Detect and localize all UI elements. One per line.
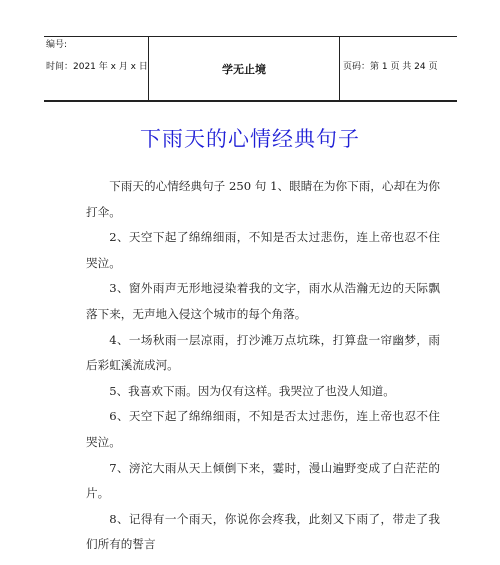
document-title: 下雨天的心情经典句子 [140, 127, 360, 151]
paragraph: 5、我喜欢下雨。因为仅有这样。我哭泣了也没人知道。 [109, 383, 395, 398]
document-body [86, 174, 440, 558]
paragraph: 下雨天的心情经典句子 250 句 1、眼睛在为你下雨，心却在为你打伞。 [86, 179, 440, 219]
paragraph: 8、记得有一个雨天，你说你会疼我，此刻又下雨了，带走了我们所有的誓言 [86, 511, 440, 552]
header-left-cell [44, 37, 148, 100]
paragraph: 6、天空下起了绵绵细雨，不知是否太过悲伤，连上帝也忍不住哭泣。 [86, 409, 440, 449]
header-center-title: 学无止境 [222, 62, 266, 76]
page-number-label: 页码：第 1 页 共 24 页 [343, 62, 438, 72]
paragraph: 3、窗外雨声无形地浸染着我的文字，雨水从浩瀚无边的天际飘落下来，无声地入侵这个城市的每个角落。 [86, 281, 440, 321]
document-date-label: 时间：2021 年 x 月 x 日 [46, 62, 148, 72]
header-center-cell [148, 37, 340, 100]
document-number-label: 编号: [46, 40, 68, 50]
paragraph: 7、滂沱大雨从天上倾倒下来，霎时，漫山遍野变成了白茫茫的片。 [86, 460, 440, 501]
paragraph: 2、天空下起了绵绵细雨，不知是否太过悲伤，连上帝也忍不住哭泣。 [86, 230, 440, 270]
paragraph: 4、一场秋雨一层凉雨，打沙滩万点坑珠，打算盘一帘幽梦，雨后彩虹溪流成河。 [86, 332, 440, 373]
document-header [44, 36, 457, 102]
header-right-cell [340, 37, 457, 100]
